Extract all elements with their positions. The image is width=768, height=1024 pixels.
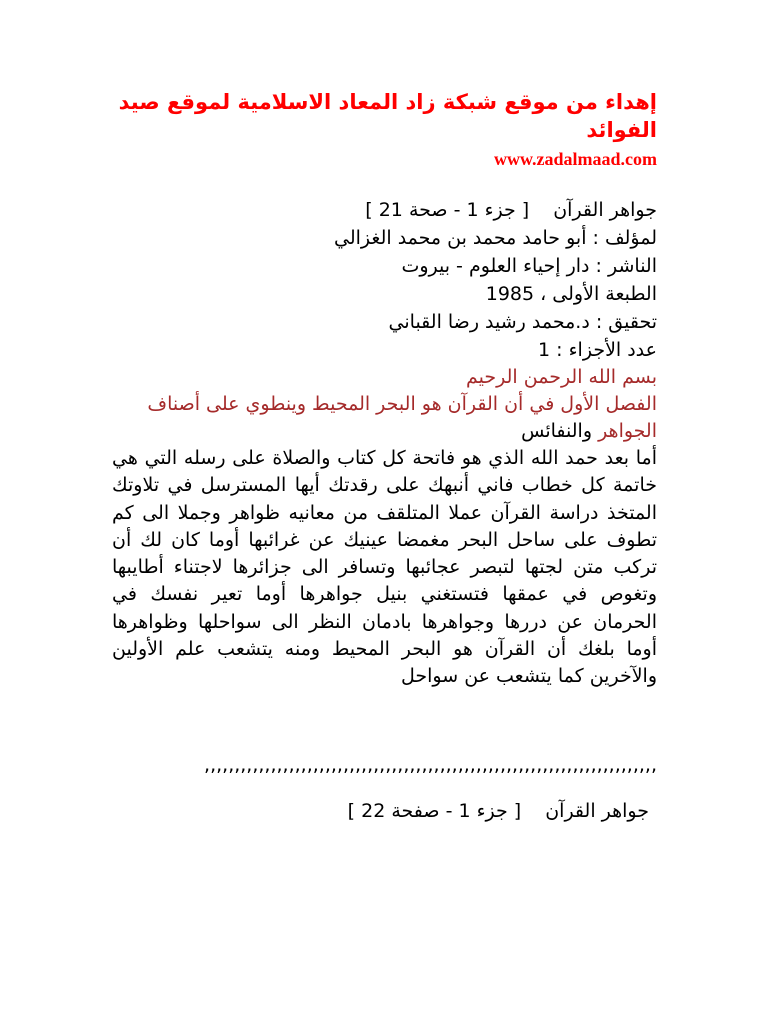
dedication-title: إهداء من موقع شبكة زاد المعاد الاسلامية لموقع صيد الفوائد [118, 90, 657, 142]
author-line: لمؤلف : أبو حامد محمد بن محمد الغزالي [334, 227, 657, 249]
chapter-heading [112, 391, 657, 445]
website-link[interactable]: www.zadalmaad.com [494, 149, 657, 169]
editor-line: تحقيق : د.محمد رشيد رضا القباني [388, 311, 657, 333]
chapter-title: الفصل الأول في أن القرآن هو البحر المحيط وينطوي على أصناف الجواهر [147, 393, 657, 442]
chapter-title-tail: والنفائس [521, 420, 599, 442]
body-paragraph: أما بعد حمد الله الذي هو فاتحة كل كتاب والصلاة على رسله التي هي خاتمة كل خطاب فاني أنبهك على رقدتك أيها المسترسل في تلاوتك المتخذ دراسة القرآن عملا المتلقف من معانيه ظواهر وجملا الى كم تطوف على ساحل البحر مغمضا عينيك عن غرائبها أوما كان لك أن تركب متن لجتها لتبصر عجائبها وتسافر الى جزائرها لاجتناء أطايبها وتغوص في عمقها فتستغني بنيل جواهرها أوما تعير نفسك في الحرمان عن دررها وجواهرها بادمان النظر الى سواحلها وظواهرها أوما بلغك أن القرآن هو البحر المحيط ومنه يتشعب علم الأولين والآخرين كما يتشعب عن سواحل [112, 447, 657, 688]
document-page [112, 88, 657, 825]
book-reference-line [112, 196, 657, 224]
edition-line: الطبعة الأولى ، 1985 [485, 283, 657, 305]
comma-separator: ,,,,,,,,,,,,,,,,,,,,,,,,,,,,,,,,,,,,,,,,,,,,,,,,,,,,,,,,,,,,,,,,,,,,,,,,,,, [204, 753, 657, 776]
book-metadata [112, 196, 657, 364]
publisher-line: الناشر : دار إحياء العلوم - بيروت [401, 255, 657, 277]
next-page-reference [112, 797, 649, 825]
volumes-line: عدد الأجزاء : 1 [538, 339, 657, 361]
footer-book-reference: جواهر القرآن [545, 799, 649, 822]
basmala: بسم الله الرحمن الرحيم [466, 366, 657, 388]
book-reference-bracket: [ جزء 1 - صحة 21 ] [365, 199, 530, 221]
footer-reference-bracket: [ جزء 1 - صفحة 22 ] [347, 799, 522, 822]
book-reference: جواهر القرآن [553, 199, 657, 221]
